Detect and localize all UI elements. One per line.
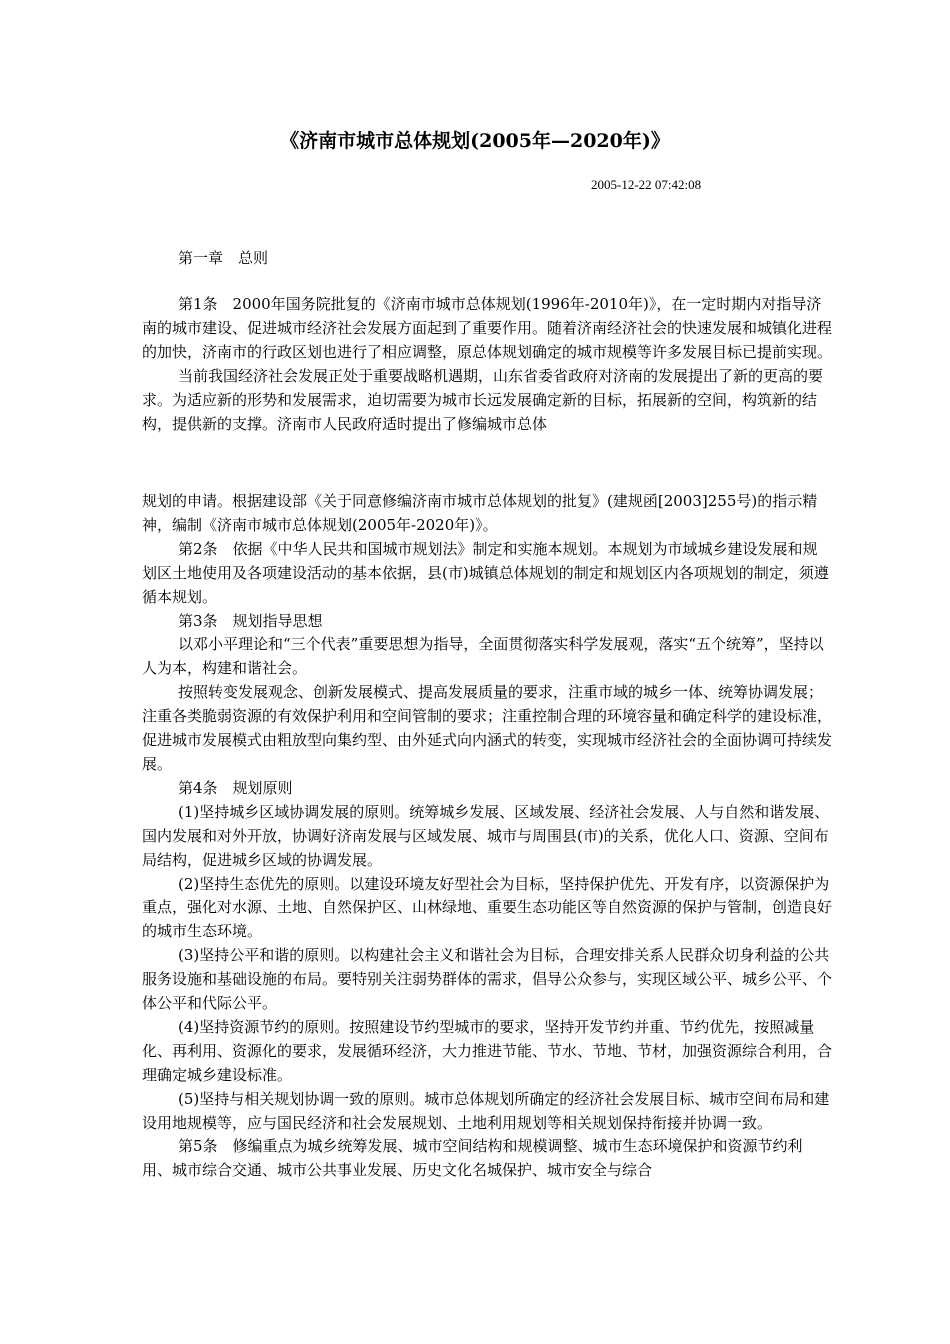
paragraph-article-1: 第1条 2000年国务院批复的《济南市城市总体规划(1996年-2010年)》，在一定时期内对指导济南的城市建设、促进城市经济社会发展方面起到了重要作用。随着济南经济社会的快速发展和城镇化进程的加快，济南市的行政区划也进行了相应调整，原总体规划确定的城市规模等许多发展目标已提前实现。	[142, 295, 833, 361]
body-text-block-2	[142, 490, 832, 1183]
paragraph-article-2: 第2条 依据《中华人民共和国城市规划法》制定和实施本规划。本规划为市域城乡建设发展和规划区土地使用及各项建设活动的基本依据，县(市)城镇总体规划的制定和规划区内各项规划的制定，须遵循本规划。	[142, 539, 829, 606]
paragraph: 当前我国经济社会发展正处于重要战略机遇期，山东省委省政府对济南的发展提出了新的更高的要求。为适应新的形势和发展需求，迫切需要为城市长远发展确定新的目标，拓展新的空间，构筑新的结构，提供新的支撑。济南市人民政府适时提出了修编城市总体	[142, 366, 824, 433]
document-title: 《济南市城市总体规划(2005年—2020年)》	[280, 130, 670, 152]
chapter-heading: 第一章 总则	[178, 249, 269, 267]
principle-3: (3)坚持公平和谐的原则。以构建社会主义和谐社会为目标，合理安排关系人民群众切身利益的公共服务设施和基础设施的布局。要特别关注弱势群体的需求，倡导公众参与，实现区域公平、城乡公平、个体公平和代际公平。	[142, 946, 833, 1013]
principle-2: (2)坚持生态优先的原则。以建设环境友好型社会为目标，坚持保护优先、开发有序，以资源保护为重点，强化对水源、土地、自然保护区、山林绿地、重要生态功能区等自然资源的保护与管制，创造良好的城市生态环境。	[142, 874, 833, 941]
article-3-heading: 第3条 规划指导思想	[178, 611, 323, 630]
paragraph: 以邓小平理论和“三个代表”重要思想为指导，全面贯彻落实科学发展观，落实“五个统筹”，坚持以人为本，构建和谐社会。	[142, 635, 824, 678]
paragraph: 按照转变发展观念、创新发展模式、提高发展质量的要求，注重市域的城乡一体、统筹协调发展；注重各类脆弱资源的有效保护利用和空间管制的要求；注重控制合理的环境容量和确定科学的建设标准，促进城市发展模式由粗放型向集约型、由外延式向内涵式的转变，实现城市经济社会的全面协调可持续发展。	[142, 683, 833, 773]
principle-5: (5)坚持与相关规划协调一致的原则。城市总体规划所确定的经济社会发展目标、城市空间布局和建设用地规模等，应与国民经济和社会发展规划、土地利用规划等相关规划保持衔接并协调一致。	[142, 1089, 830, 1132]
paragraph: 规划的申请。根据建设部《关于同意修编济南市城市总体规划的批复》(建规函[2003]255号)的指示精神，编制《济南市城市总体规划(2005年-2020年)》。	[142, 492, 818, 534]
principle-4: (4)坚持资源节约的原则。按照建设节约型城市的要求，坚持开发节约并重、节约优先，按照减量化、再利用、资源化的要求，发展循环经济，大力推进节能、节水、节地、节材，加强资源综合利用，合理确定城乡建设标准。	[142, 1017, 833, 1084]
publish-timestamp: 2005-12-22 07:42:08	[591, 177, 702, 192]
article-4-heading: 第4条 规划原则	[178, 778, 293, 797]
principle-1: (1)坚持城乡区域协调发展的原则。统筹城乡发展、区域发展、经济社会发展、人与自然和谐发展、国内发展和对外开放，协调好济南发展与区域发展、城市与周围县(市)的关系，优化人口、资源、空间布局结构，促进城乡区域的协调发展。	[142, 802, 830, 869]
body-text-block-1	[142, 293, 832, 436]
paragraph-article-5: 第5条 修编重点为城乡统筹发展、城市空间结构和规模调整、城市生态环境保护和资源节约利用、城市综合交通、城市公共事业发展、历史文化名城保护、城市安全与综合	[142, 1137, 803, 1180]
